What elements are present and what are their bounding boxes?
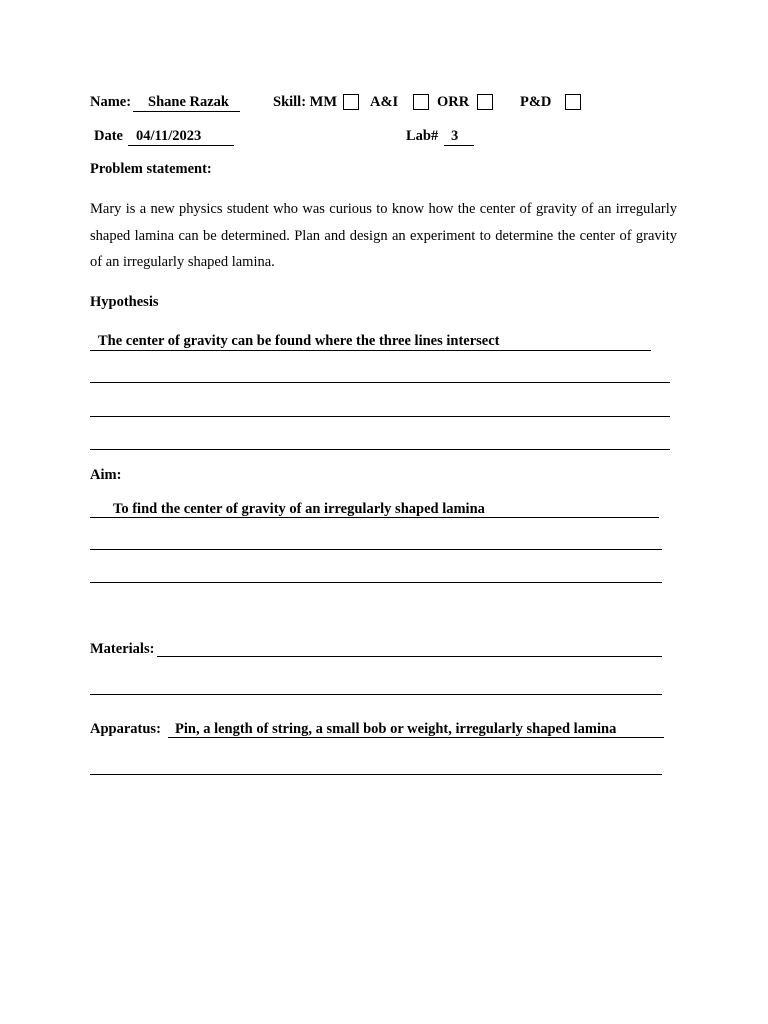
date-field[interactable] (128, 128, 234, 146)
apparatus-heading: Apparatus: (90, 721, 161, 737)
skill-option-orr-label: ORR (437, 94, 470, 110)
skill-option-pd-label: P&D (520, 94, 552, 110)
aim-answer: To find the center of gravity of an irregularly shaped lamina (113, 501, 485, 517)
hypothesis-blank-line[interactable] (90, 382, 670, 383)
name-field[interactable] (133, 94, 240, 112)
lab-field[interactable] (444, 128, 474, 146)
problem-statement-heading: Problem statement: (90, 161, 212, 177)
aim-blank-line[interactable] (90, 582, 662, 583)
hypothesis-blank-line[interactable] (90, 416, 670, 417)
skill-pd-checkbox[interactable] (565, 94, 581, 110)
hypothesis-heading: Hypothesis (90, 294, 159, 310)
materials-blank-line[interactable] (90, 694, 662, 695)
hypothesis-answer-line[interactable] (90, 333, 651, 351)
apparatus-answer-line[interactable] (168, 721, 664, 738)
hypothesis-answer: The center of gravity can be found where the three lines intersect (98, 333, 500, 349)
skill-mm-checkbox[interactable] (343, 94, 359, 110)
lab-label: Lab# (406, 128, 439, 144)
materials-heading: Materials: (90, 641, 155, 657)
date-label: Date (94, 128, 123, 144)
date-value: 04/11/2023 (136, 128, 202, 144)
aim-answer-line[interactable] (90, 501, 659, 518)
name-value: Shane Razak (148, 94, 229, 110)
aim-heading: Aim: (90, 467, 122, 483)
problem-statement-text: Mary is a new physics student who was curious to know how the center of gravity of an irregularly shaped lamina can be determined. Plan and design an experiment to determine the center of gravity of an irregularly shaped lamina. (90, 201, 677, 270)
skill-option-ai-label: A&I (370, 94, 399, 110)
aim-blank-line[interactable] (90, 549, 662, 550)
hypothesis-blank-line[interactable] (90, 449, 670, 450)
apparatus-answer: Pin, a length of string, a small bob or weight, irregularly shaped lamina (175, 721, 617, 737)
skill-orr-checkbox[interactable] (477, 94, 493, 110)
skill-label: Skill: MM (273, 94, 338, 110)
skill-ai-checkbox[interactable] (413, 94, 429, 110)
apparatus-blank-line[interactable] (90, 774, 662, 775)
materials-blank-line[interactable] (157, 656, 662, 657)
name-label: Name: (90, 94, 132, 110)
lab-value: 3 (451, 128, 459, 144)
